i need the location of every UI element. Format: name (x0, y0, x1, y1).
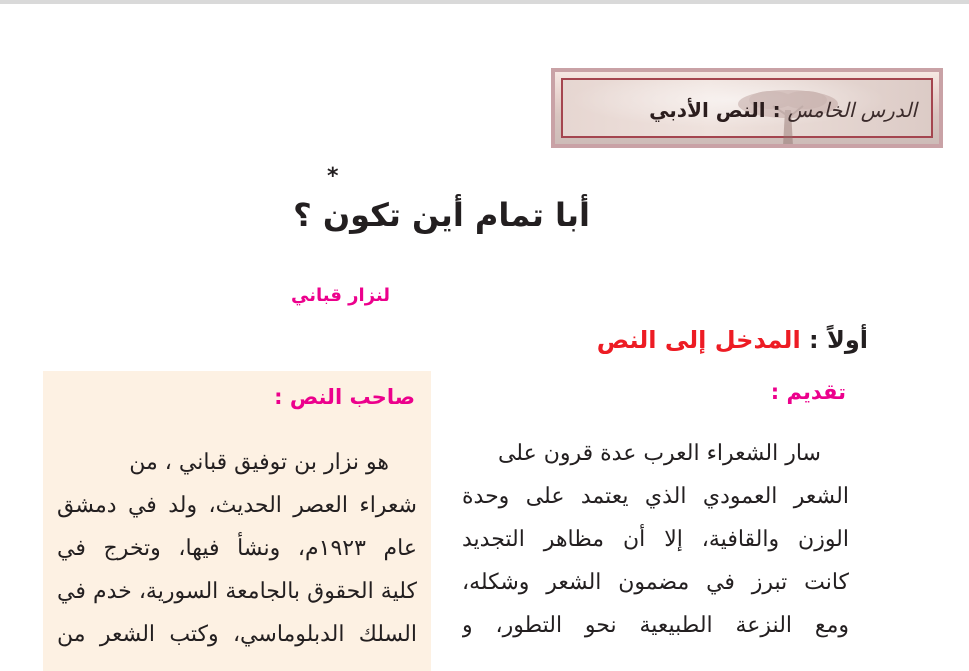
author-heading: صاحب النص : (274, 385, 415, 409)
intro-heading: تقديم : (770, 380, 846, 404)
section-prefix: أولاً : (800, 326, 868, 354)
poem-author: لنزار قباني (291, 285, 390, 306)
footnote-asterisk: * (327, 164, 339, 189)
lesson-type: النص الأدبي (649, 98, 766, 122)
paragraph-line: هو نزار بن توفيق قباني ، من (129, 450, 389, 475)
paragraph-line: السلك الدبلوماسي، وكتب الشعر من (57, 622, 417, 647)
banner-title (649, 98, 917, 122)
paragraph-line: الشعر العمودي الذي يعتمد على وحدة (462, 484, 849, 509)
paragraph-line: كلية الحقوق بالجامعة السورية، خدم في (57, 579, 417, 604)
paragraph-line: كانت تبرز في مضمون الشعر وشكله، (462, 570, 849, 595)
paragraph-line: شعراء العصر الحديث، ولد في دمشق (57, 493, 417, 518)
paragraph-line: الوزن والقافية، إلا أن مظاهر التجديد (462, 527, 849, 552)
top-rule (0, 0, 969, 4)
intro-paragraph (462, 432, 849, 647)
poem-title: أبا تمام أين تكون ؟ (293, 196, 590, 234)
author-sidebar (43, 371, 431, 671)
banner-frame (561, 78, 933, 138)
lesson-label: الدرس الخامس (787, 98, 917, 122)
banner-separator: : (765, 98, 788, 122)
author-paragraph (57, 441, 417, 656)
lesson-banner (551, 68, 943, 148)
paragraph-line: عام ١٩٢٣م، ونشأ فيها، وتخرج في (57, 536, 417, 561)
section-title: المدخل إلى النص (596, 326, 801, 354)
paragraph-line: ومع النزعة الطبيعية نحو التطور، و (462, 613, 849, 638)
paragraph-line: سار الشعراء العرب عدة قرون على (497, 441, 821, 466)
section-heading (597, 326, 868, 354)
